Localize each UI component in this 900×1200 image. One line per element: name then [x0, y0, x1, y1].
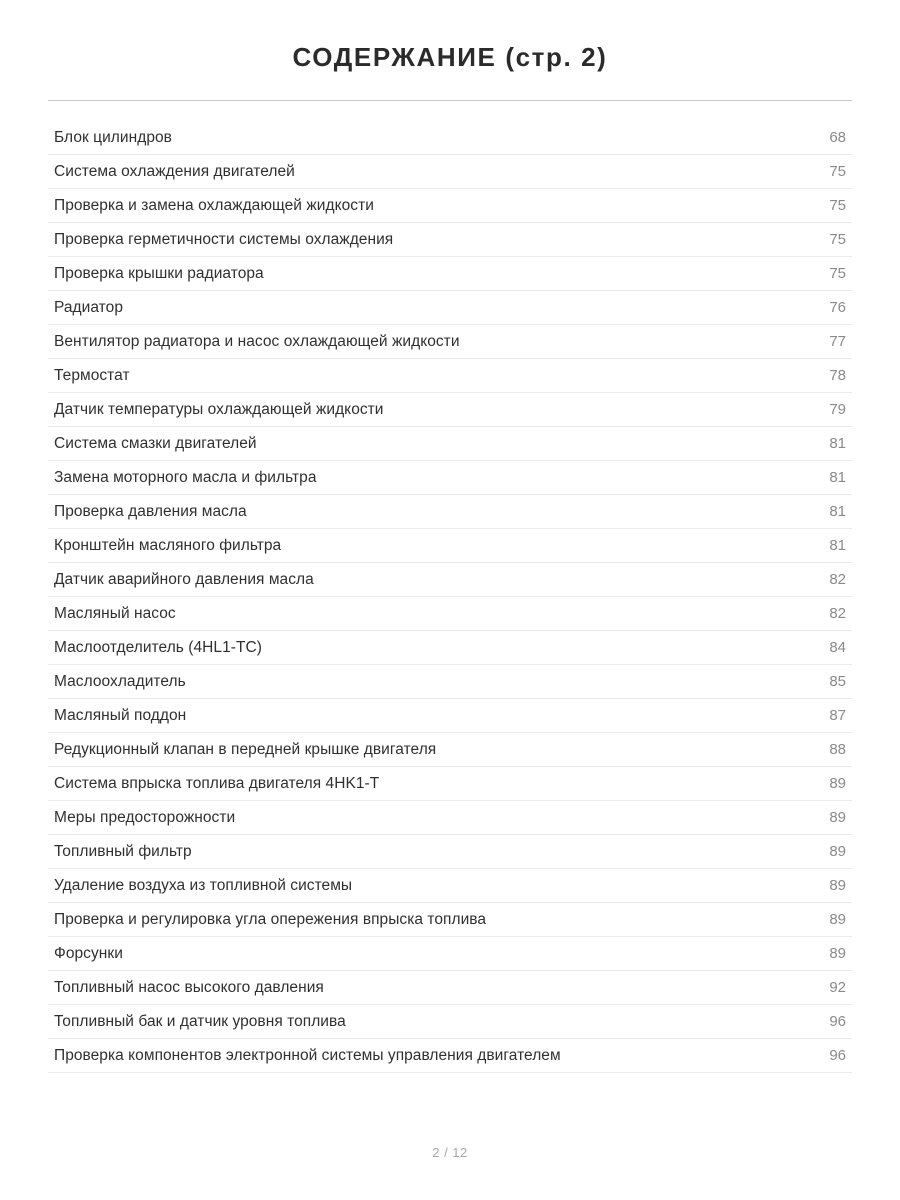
toc-entry-title: Радиатор: [54, 299, 123, 316]
toc-entry-title: Маслоотделитель (4HL1-TC): [54, 639, 262, 656]
table-of-contents-list: [48, 121, 852, 1073]
toc-entry-title: Система смазки двигателей: [54, 435, 257, 452]
toc-entry[interactable]: [48, 937, 852, 971]
toc-entry[interactable]: [48, 699, 852, 733]
toc-entry-title: Датчик аварийного давления масла: [54, 571, 314, 588]
toc-entry-title: Проверка и замена охлаждающей жидкости: [54, 197, 374, 214]
toc-entry-page-number: 79: [829, 401, 846, 418]
toc-entry-page-number: 89: [829, 843, 846, 860]
page-title: СОДЕРЖАНИЕ (стр. 2): [292, 42, 608, 72]
toc-entry[interactable]: [48, 155, 852, 189]
toc-entry-page-number: 77: [829, 333, 846, 350]
toc-entry[interactable]: [48, 1005, 852, 1039]
toc-entry[interactable]: [48, 869, 852, 903]
toc-entry-page-number: 75: [829, 231, 846, 248]
toc-entry[interactable]: [48, 223, 852, 257]
toc-entry-title: Датчик температуры охлаждающей жидкости: [54, 401, 384, 418]
toc-entry-page-number: 96: [829, 1047, 846, 1064]
toc-entry-title: Масляный насос: [54, 605, 176, 622]
toc-entry[interactable]: [48, 835, 852, 869]
toc-entry-page-number: 89: [829, 809, 846, 826]
toc-entry[interactable]: [48, 257, 852, 291]
toc-entry-page-number: 78: [829, 367, 846, 384]
toc-entry-title: Термостат: [54, 367, 130, 384]
toc-entry-title: Топливный бак и датчик уровня топлива: [54, 1013, 346, 1030]
toc-entry[interactable]: [48, 325, 852, 359]
toc-entry[interactable]: [48, 427, 852, 461]
toc-entry-title: Топливный насос высокого давления: [54, 979, 324, 996]
toc-entry[interactable]: [48, 903, 852, 937]
toc-entry-title: Масляный поддон: [54, 707, 187, 724]
toc-entry-page-number: 89: [829, 775, 846, 792]
toc-entry[interactable]: [48, 801, 852, 835]
toc-entry-title: Проверка давления масла: [54, 503, 247, 520]
toc-entry[interactable]: [48, 733, 852, 767]
toc-entry-page-number: 85: [829, 673, 846, 690]
toc-entry[interactable]: [48, 495, 852, 529]
toc-entry-page-number: 89: [829, 911, 846, 928]
toc-entry-title: Меры предосторожности: [54, 809, 236, 826]
toc-entry-title: Редукционный клапан в передней крышке двигателя: [54, 741, 437, 758]
toc-entry[interactable]: [48, 529, 852, 563]
toc-entry-title: Замена моторного масла и фильтра: [54, 469, 317, 486]
toc-entry[interactable]: [48, 971, 852, 1005]
toc-entry-title: Проверка крышки радиатора: [54, 265, 264, 282]
title-divider: [48, 100, 852, 101]
toc-entry-title: Проверка компонентов электронной системы управления двигателем: [54, 1047, 561, 1064]
toc-entry-page-number: 75: [829, 197, 846, 214]
toc-entry-title: Маслоохладитель: [54, 673, 186, 690]
toc-entry-page-number: 81: [829, 503, 846, 520]
toc-entry-title: Система впрыска топлива двигателя 4HK1-T: [54, 775, 380, 792]
page-footer: 2 / 12: [432, 1145, 468, 1160]
toc-entry-page-number: 82: [829, 571, 846, 588]
toc-entry-title: Топливный фильтр: [54, 843, 192, 860]
toc-entry-title: Система охлаждения двигателей: [54, 163, 295, 180]
toc-entry[interactable]: [48, 665, 852, 699]
toc-entry-page-number: 84: [829, 639, 846, 656]
toc-entry[interactable]: [48, 393, 852, 427]
toc-entry-page-number: 88: [829, 741, 846, 758]
toc-entry-title: Кронштейн масляного фильтра: [54, 537, 282, 554]
toc-entry[interactable]: [48, 461, 852, 495]
toc-entry-page-number: 75: [829, 265, 846, 282]
toc-entry-page-number: 92: [829, 979, 846, 996]
toc-entry-title: Форсунки: [54, 945, 123, 962]
toc-entry-title: Проверка герметичности системы охлаждения: [54, 231, 394, 248]
toc-entry-page-number: 75: [829, 163, 846, 180]
toc-entry-page-number: 82: [829, 605, 846, 622]
toc-entry[interactable]: [48, 563, 852, 597]
toc-entry[interactable]: [48, 1039, 852, 1073]
toc-entry-page-number: 68: [829, 129, 846, 146]
toc-entry-page-number: 81: [829, 435, 846, 452]
toc-entry-page-number: 96: [829, 1013, 846, 1030]
toc-entry[interactable]: [48, 121, 852, 155]
toc-entry[interactable]: [48, 597, 852, 631]
toc-entry-page-number: 89: [829, 877, 846, 894]
toc-entry-page-number: 81: [829, 537, 846, 554]
toc-entry-title: Удаление воздуха из топливной системы: [54, 877, 353, 894]
toc-entry-page-number: 89: [829, 945, 846, 962]
toc-entry[interactable]: [48, 291, 852, 325]
toc-entry-title: Проверка и регулировка угла опережения впрыска топлива: [54, 911, 487, 928]
toc-entry[interactable]: [48, 359, 852, 393]
toc-entry[interactable]: [48, 631, 852, 665]
toc-entry-page-number: 76: [829, 299, 846, 316]
toc-entry[interactable]: [48, 767, 852, 801]
toc-entry-title: Блок цилиндров: [54, 129, 172, 146]
toc-entry[interactable]: [48, 189, 852, 223]
toc-entry-page-number: 81: [829, 469, 846, 486]
toc-entry-title: Вентилятор радиатора и насос охлаждающей жидкости: [54, 333, 460, 350]
toc-entry-page-number: 87: [829, 707, 846, 724]
